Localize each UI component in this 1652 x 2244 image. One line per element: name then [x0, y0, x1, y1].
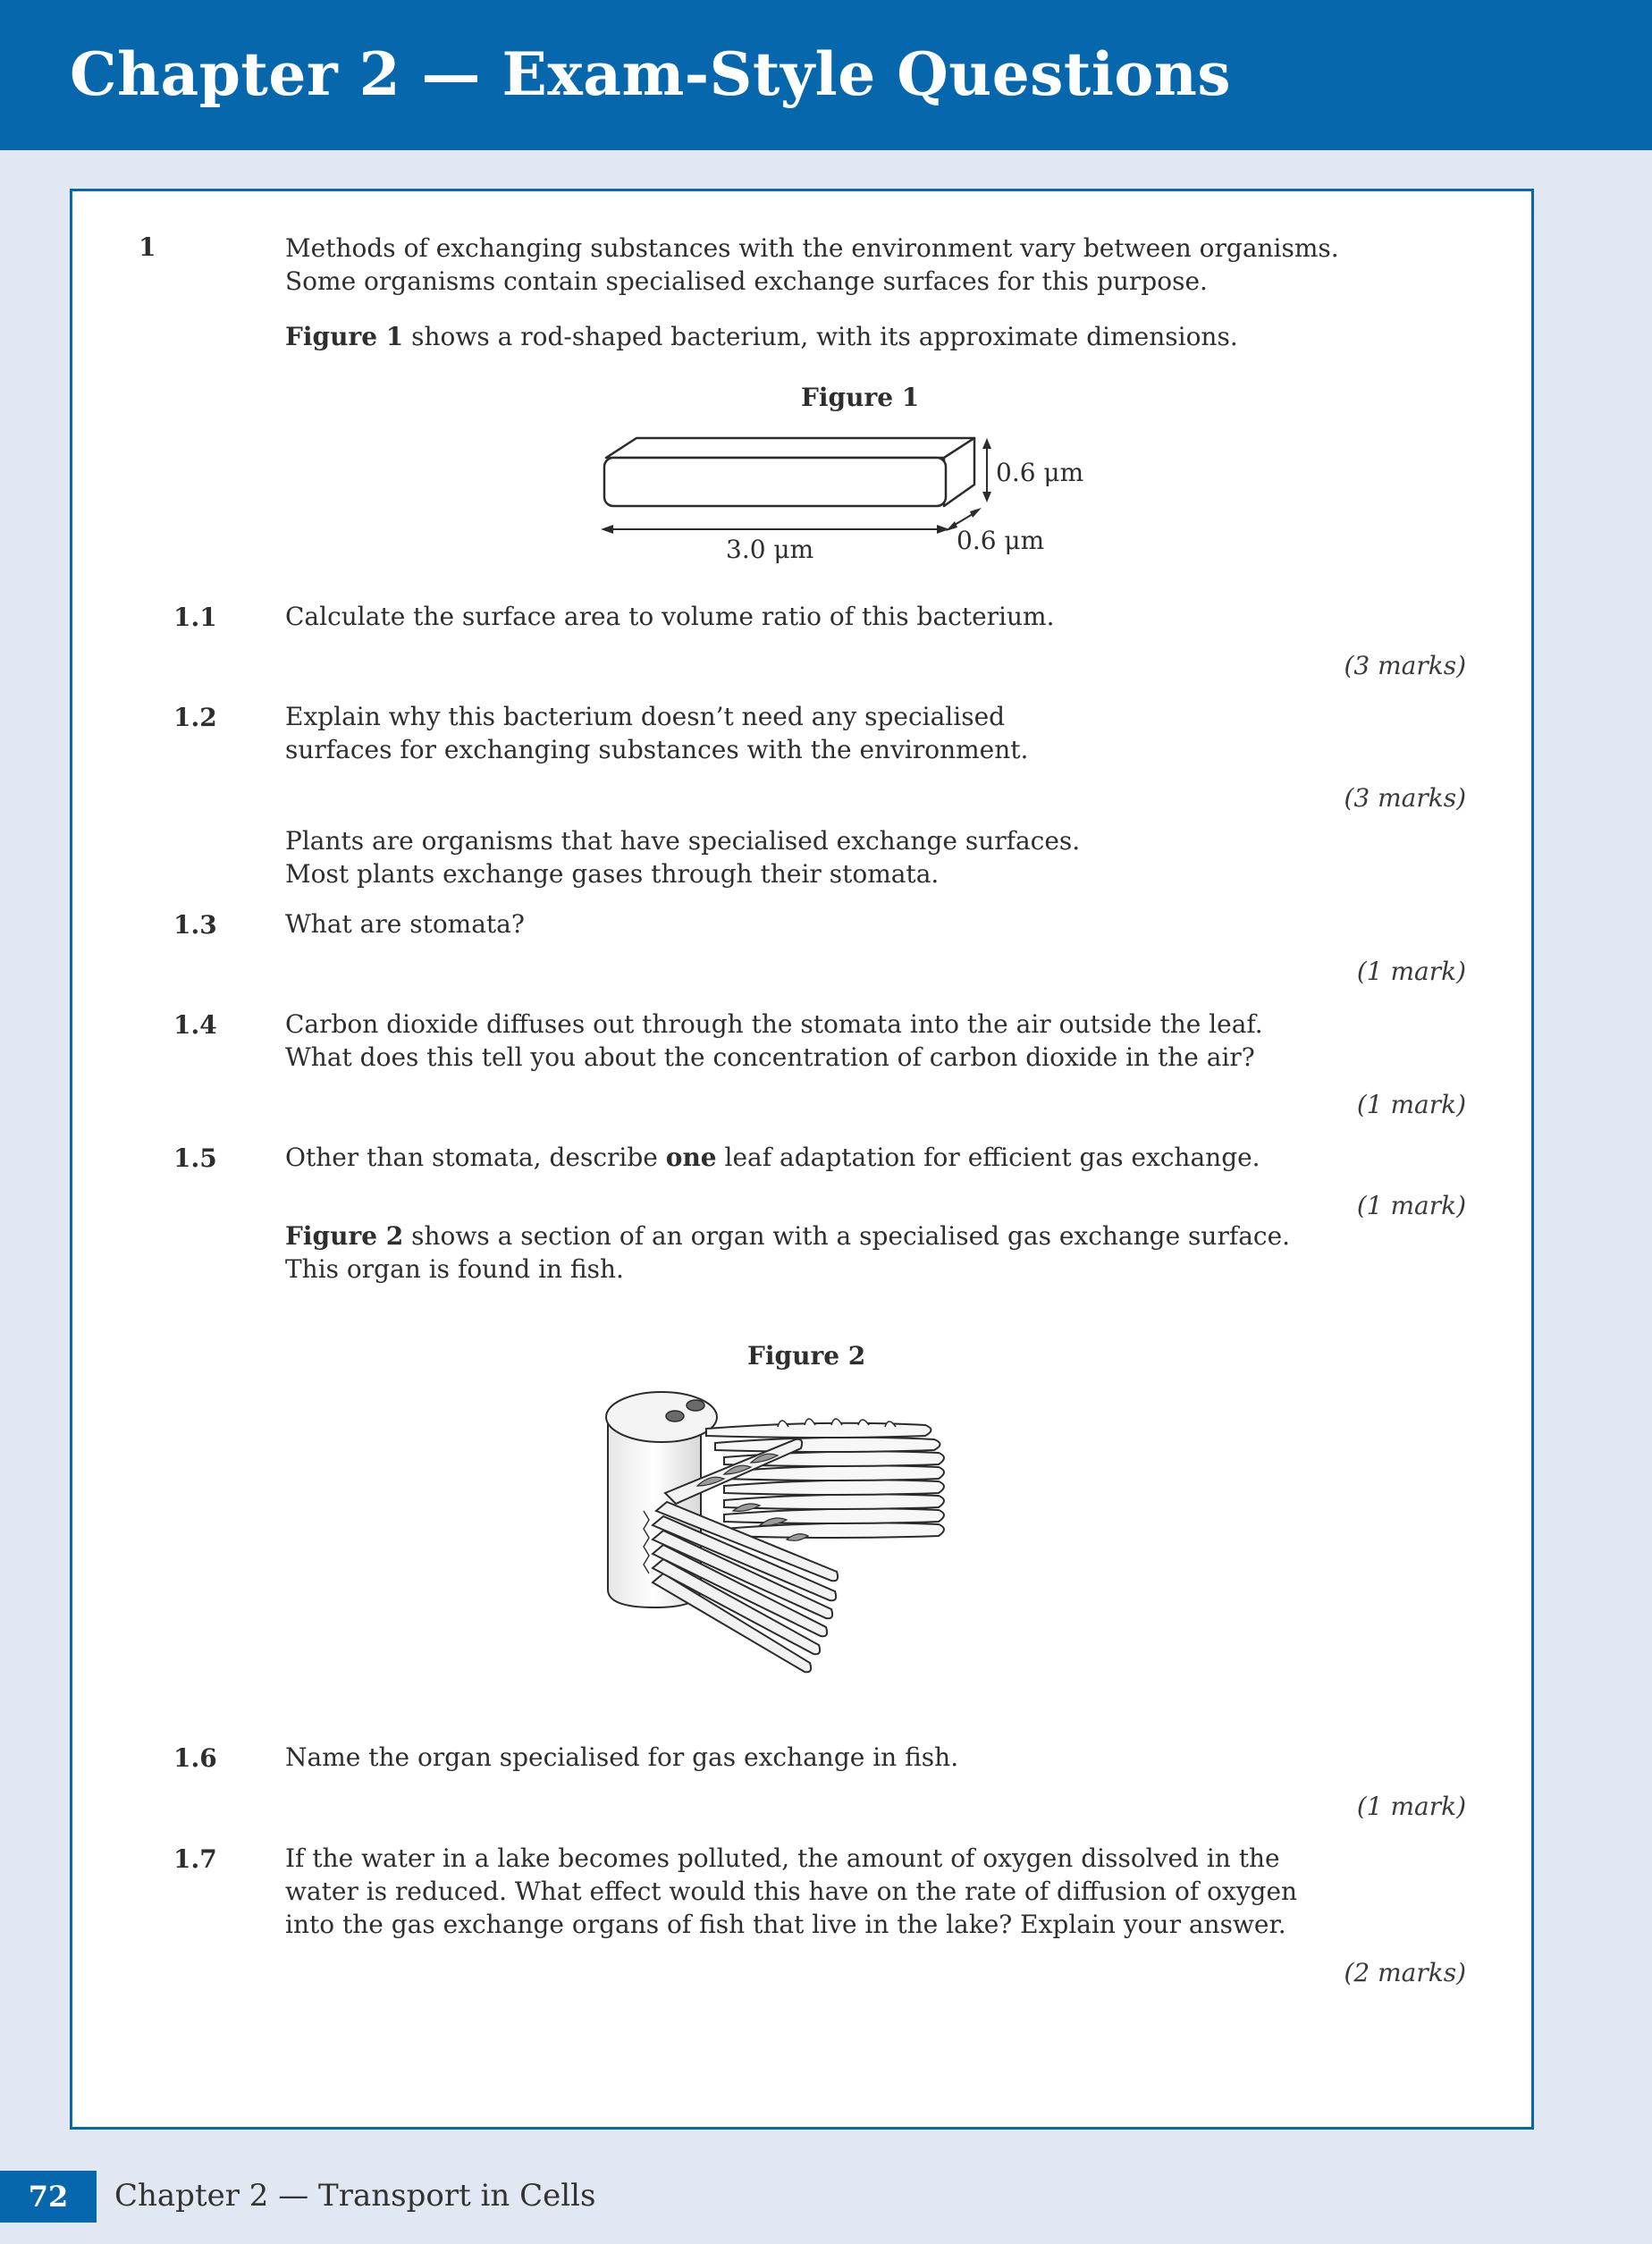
marks-label: (2 marks) — [1344, 1958, 1466, 1987]
question-text: Calculate the surface area to volume ratio of this bacterium. — [285, 602, 1055, 631]
question-text: What does this tell you about the concentration of carbon dioxide in the air? — [285, 1042, 1255, 1072]
length-dimension: 3.0 μm — [726, 535, 814, 564]
depth-dimension: 0.6 μm — [957, 526, 1045, 555]
q15-text-a: Other than stomata, describe — [285, 1143, 666, 1172]
figure2-reference — [285, 1219, 1290, 1253]
page-title: Chapter 2 — Exam-Style Questions — [70, 39, 1232, 109]
context-text: Plants are organisms that have specialised exchange surfaces. — [285, 826, 1081, 856]
question-text: surfaces for exchanging substances with the environment. — [285, 735, 1029, 764]
question-number: 1.2 — [173, 703, 217, 732]
question-number: 1.5 — [173, 1143, 217, 1173]
marks-label: (1 mark) — [1356, 1191, 1466, 1220]
bacterium-diagram — [590, 429, 1091, 572]
question-text: What are stomata? — [285, 909, 525, 939]
question-text: If the water in a lake becomes polluted, the amount of oxygen dissolved in the — [285, 1843, 1280, 1873]
figure1-ref-bold: Figure 1 — [285, 322, 404, 351]
question-text: water is reduced. What effect would this have on the rate of diffusion of oxygen — [285, 1877, 1298, 1906]
intro-line: Methods of exchanging substances with the environment vary between organisms. — [285, 233, 1339, 263]
marks-label: (3 marks) — [1344, 651, 1466, 680]
question-number: 1 — [139, 232, 156, 262]
footer-chapter-title: Chapter 2 — Transport in Cells — [114, 2178, 596, 2214]
height-dimension: 0.6 μm — [996, 458, 1084, 487]
question-number: 1.3 — [173, 910, 217, 940]
marks-label: (1 mark) — [1356, 1792, 1466, 1821]
figure1-label: Figure 1 — [801, 383, 920, 412]
q15-text-b: leaf adaptation for efficient gas exchange. — [716, 1143, 1260, 1172]
question-number: 1.1 — [173, 603, 217, 632]
question-text: into the gas exchange organs of fish that live in the lake? Explain your answer. — [285, 1910, 1286, 1939]
fish-gill-diagram — [590, 1386, 1001, 1681]
page-number: 72 — [0, 2171, 97, 2223]
q15-text-bold: one — [665, 1143, 717, 1172]
context-text: Most plants exchange gases through their stomata. — [285, 859, 940, 889]
figure2-ref-text: shows a section of an organ with a specialised gas exchange surface. — [403, 1221, 1291, 1251]
figure2-ref-bold: Figure 2 — [285, 1221, 404, 1251]
intro-line: Some organisms contain specialised exchange surfaces for this purpose. — [285, 266, 1208, 296]
question-text: Name the organ specialised for gas exchange in fish. — [285, 1742, 959, 1772]
marks-label: (1 mark) — [1356, 957, 1466, 986]
chapter-header — [0, 0, 1652, 150]
question-number: 1.6 — [173, 1743, 217, 1773]
marks-label: (3 marks) — [1344, 783, 1466, 813]
question-text: Carbon dioxide diffuses out through the stomata into the air outside the leaf. — [285, 1009, 1263, 1039]
question-text: Explain why this bacterium doesn’t need any specialised — [285, 702, 1006, 731]
figure1-reference — [285, 320, 1238, 353]
marks-label: (1 mark) — [1356, 1090, 1466, 1119]
figure2-label: Figure 2 — [747, 1341, 866, 1371]
figure1-ref-text: shows a rod-shaped bacterium, with its approximate dimensions. — [403, 322, 1238, 351]
question-number: 1.4 — [173, 1010, 217, 1040]
question-number: 1.7 — [173, 1844, 217, 1874]
figure2-reference-line2: This organ is found in fish. — [285, 1254, 624, 1284]
question-text — [285, 1141, 1260, 1174]
